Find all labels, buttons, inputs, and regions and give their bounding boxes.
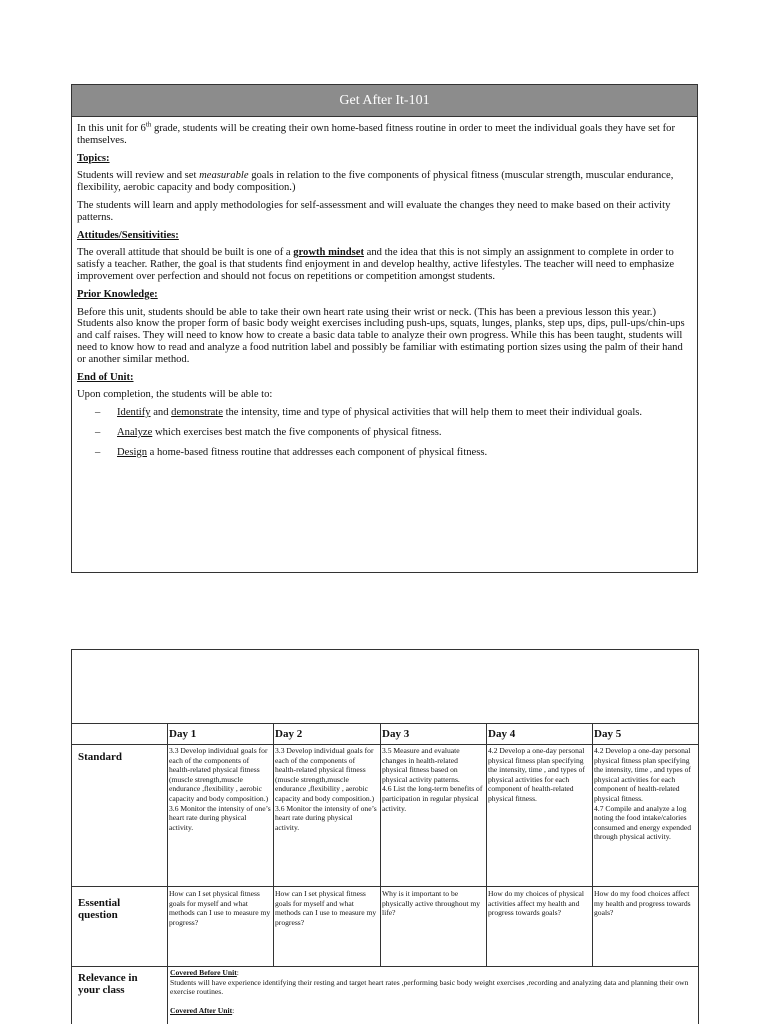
intro-text: In this unit for 6 (77, 123, 146, 134)
unit-title: Get After It-101 (72, 85, 697, 117)
prior-knowledge-paragraph: Before this unit, students should be able to take their own heart rate using their wrist or neck. (This has been a previous lesson this year.) Students also know the proper form of basic body weight exercises including push-ups, squats, lunges, planks, step ups, dips, pull-ups/chin-ups and calf raises. They will need to know how to create a basic data table to analyze their own progress. While this has been taught, students will need to know how to read and analyze a food nutrition label and possibly be familiar with estimating portion sizes using the palm of their hand or another similar method. (77, 306, 685, 365)
outcome-item (95, 407, 690, 419)
outcome-verb: Design (117, 446, 148, 458)
topics-emphasis: measurable (199, 170, 249, 182)
day-header: Day 2 (275, 728, 303, 740)
row-divider (72, 966, 698, 967)
column-divider (273, 723, 274, 966)
outcome-verb: demonstrate (171, 407, 223, 419)
covered-before-colon: : (236, 968, 239, 977)
outcome-item (95, 447, 690, 459)
topics-text: Students will review and set (77, 170, 200, 182)
outcomes-list (77, 407, 690, 458)
row-divider (72, 886, 698, 887)
end-of-unit-heading: End of Unit: (77, 371, 134, 383)
day-header: Day 3 (382, 728, 410, 740)
standard-cell: 4.2 Develop a one-day personal physical fitness plan specifying the intensity, time , and types of physical activities for each component of health-related physical fitness. (488, 746, 585, 803)
row-label-relevance: Relevance in your class (78, 972, 138, 996)
standard-cell: 3.5 Measure and evaluate changes in health-related physical fitness based on physical activity patterns. 4.6 List the long-term benefits of participation in regular physical activity. (382, 746, 483, 813)
topics-paragraph-2: The students will learn and apply methodologies for self-assessment and will evaluate the changes they need to make based on their activity patterns. (77, 199, 671, 223)
outcome-text: the intensity, time and type of physical activities that will help them to meet their individual goals. (222, 407, 643, 419)
row-label-standard: Standard (78, 751, 123, 763)
essential-question-cell: Why is it important to be physically active throughout my life? (382, 889, 481, 918)
outcome-connector: and (150, 407, 172, 419)
row-label-essential-question: Essential question (78, 897, 121, 921)
topics-heading: Topics: (77, 152, 110, 164)
outcome-text: a home-based fitness routine that addresses each component of physical fitness. (147, 446, 488, 458)
covered-after-label: Covered After Unit (170, 1005, 233, 1015)
growth-mindset-term: growth mindset (293, 247, 364, 259)
outcome-verb: Analyze (117, 426, 153, 438)
topics-text-rest: goals in relation to the five components of physical fitness (muscular strength, muscular endurance, flexibility, aerobic capacity and body composition.) (77, 170, 674, 194)
day-header: Day 4 (488, 728, 516, 740)
essential-question-cell: How do my food choices affect my health and progress towards goals? (594, 889, 691, 918)
unit-intro (77, 120, 690, 147)
covered-before-label: Covered Before Unit (170, 968, 237, 977)
column-divider (592, 723, 593, 966)
column-divider (486, 723, 487, 966)
day-header: Day 5 (594, 728, 622, 740)
attitudes-heading: Attitudes/Sensitivities: (77, 229, 179, 241)
day-header: Day 1 (169, 728, 197, 740)
column-divider (167, 723, 168, 1024)
standard-cell: 3.3 Develop individual goals for each of the components of health-related physical fitness (muscle strength,muscle endurance ,flexibility , aerobic capacity and body composition.) 3.6 Monitor the intensity of one’s heart rate during physical activity. (275, 746, 377, 832)
attitudes-text: The overall attitude that should be built is one of a (77, 247, 294, 259)
covered-before-text: Students will have experience identifying their resting and target heart rates ,performing basic body weight exercises ,recording and analyzing data and planning their own exercise routines. (170, 977, 689, 997)
end-of-unit-intro: Upon completion, the students will be able to: (77, 389, 273, 401)
standard-cell: 4.2 Develop a one-day personal physical fitness plan specifying the intensity, time , and types of physical activities for each component of health-related physical fitness. 4.7 Compile and analyze a log noting the food intake/calories consumed and energy expended through physical activity. (594, 746, 692, 842)
relevance-cell (170, 968, 692, 1015)
topics-paragraph-1 (77, 170, 690, 194)
attitudes-paragraph (77, 247, 690, 282)
outcome-text: which exercises best match the five components of physical fitness. (152, 426, 442, 438)
table-header-blank-row (72, 650, 698, 724)
unit-overview-box (71, 84, 698, 573)
essential-question-cell: How can I set physical fitness goals for myself and what methods can I use to measure my progress? (275, 889, 377, 927)
prior-knowledge-heading: Prior Knowledge: (77, 288, 158, 300)
essential-question-cell: How can I set physical fitness goals for myself and what methods can I use to measure my progress? (169, 889, 271, 927)
covered-after-line (170, 1006, 692, 1016)
intro-superscript: th (145, 120, 152, 129)
outcome-verb: Identify (117, 407, 151, 419)
spacer (170, 997, 692, 1006)
unit-body (72, 117, 697, 459)
row-divider (72, 744, 698, 745)
column-divider (380, 723, 381, 966)
standard-cell: 3.3 Develop individual goals for each of the components of health-related physical fitness (muscle strength,muscle endurance ,flexibility , aerobic capacity and body composition.) 3.6 Monitor the intensity of one’s heart rate during physical activity. (169, 746, 271, 832)
covered-before-line (170, 968, 692, 978)
outcome-item (95, 427, 690, 439)
essential-question-cell: How do my choices of physical activities affect my health and progress towards goals? (488, 889, 584, 918)
daily-plan-table (71, 649, 699, 1024)
intro-text-rest: grade, students will be creating their own home-based fitness routine in order to meet the individual goals they have set for themselves. (77, 123, 675, 146)
covered-after-colon: : (232, 1005, 235, 1015)
attitudes-text-rest: and the idea that this is not simply an assignment to complete in order to satisfy a teacher. Rather, the goal is that students find enjoyment in and develop healthy, active lifestyles. The teacher will need to emphasize improvement over perfection and should not focus on repetitions or competition amongst students. (77, 247, 675, 282)
